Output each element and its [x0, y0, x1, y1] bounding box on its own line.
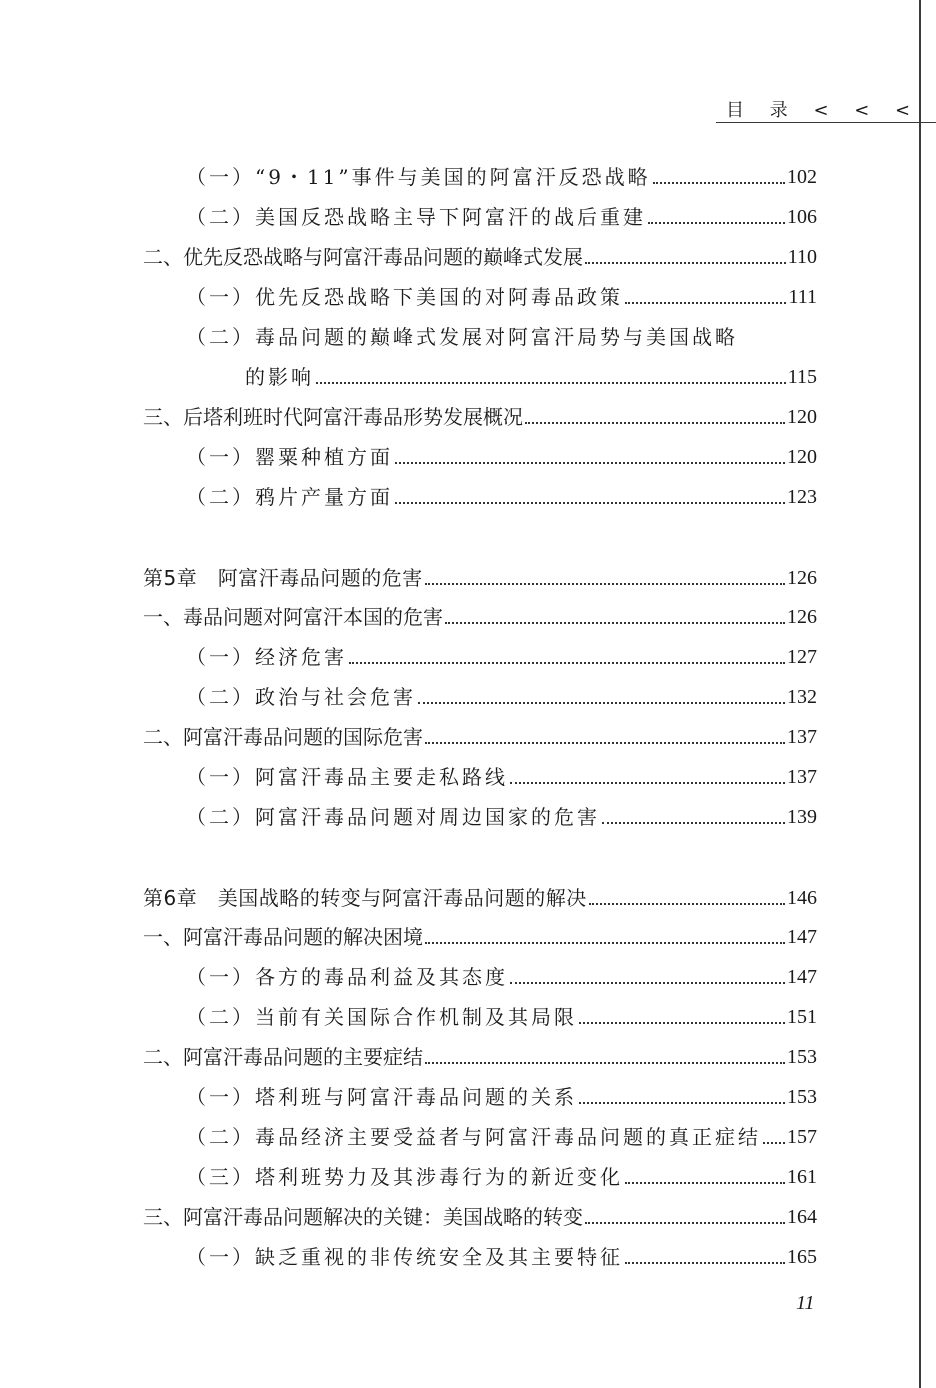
leader-dots: [395, 462, 785, 464]
toc-entry[interactable]: [143, 924, 817, 950]
leader-dots: [625, 1182, 785, 1184]
toc-entry[interactable]: [186, 764, 817, 790]
toc-entry-page: 153: [787, 1046, 817, 1068]
toc-entry-page: 139: [787, 806, 817, 828]
leader-dots: [395, 502, 785, 504]
toc-entry-title: （一）阿富汗毒品主要走私路线: [186, 765, 508, 789]
leader-dots: [425, 742, 785, 744]
toc-entry[interactable]: [186, 964, 817, 990]
toc-entry[interactable]: [143, 1044, 817, 1070]
toc-entry-title: 三、后塔利班时代阿富汗毒品形势发展概况: [143, 405, 523, 429]
leader-dots: [763, 1142, 785, 1144]
toc-entry[interactable]: [143, 244, 817, 270]
toc-entry-page: 147: [787, 926, 817, 948]
toc-entry-title: 二、阿富汗毒品问题的国际危害: [143, 725, 423, 749]
leader-dots: [579, 1022, 785, 1024]
toc-entry-title: （二）当前有关国际合作机制及其局限: [186, 1005, 577, 1029]
toc-entry-page: 126: [787, 606, 817, 628]
toc-entry-title-continuation: 的影响: [245, 365, 314, 389]
chapter-page: 146: [787, 887, 817, 909]
toc-entry-title: （二）阿富汗毒品问题对周边国家的危害: [186, 805, 600, 829]
toc-entry[interactable]: [186, 684, 817, 710]
toc-entry[interactable]: [143, 404, 817, 430]
toc-entry-title-line1[interactable]: （二）毒品问题的巅峰式发展对阿富汗局势与美国战略: [186, 325, 738, 349]
toc-entry[interactable]: [186, 1164, 817, 1190]
leader-dots: [585, 1222, 785, 1224]
toc-entry[interactable]: [186, 1004, 817, 1030]
leader-dots: [602, 822, 785, 824]
chapter-title: 第6章 美国战略的转变与阿富汗毒品问题的解决: [143, 886, 587, 910]
toc-entry-page: 111: [788, 286, 817, 308]
toc-entry[interactable]: [186, 1084, 817, 1110]
toc-entry-title: 二、阿富汗毒品问题的主要症结: [143, 1045, 423, 1069]
toc-entry[interactable]: [245, 364, 817, 390]
toc-entry-page: 165: [787, 1246, 817, 1268]
toc-entry[interactable]: [186, 284, 817, 310]
toc-entry-title: 一、毒品问题对阿富汗本国的危害: [143, 605, 443, 629]
running-header: 目 录 < < <: [726, 100, 921, 121]
leader-dots: [510, 782, 785, 784]
toc-entry[interactable]: [186, 1244, 817, 1270]
toc-entry-title: 一、阿富汗毒品问题的解决困境: [143, 925, 423, 949]
toc-entry-title: （一）罂粟种植方面: [186, 445, 393, 469]
chapter-page: 126: [787, 567, 817, 589]
toc-entry-page: 137: [787, 726, 817, 748]
toc-entry-page: 120: [787, 406, 817, 428]
leader-dots: [653, 182, 785, 184]
toc-entry-title: （二）鸦片产量方面: [186, 485, 393, 509]
toc-entry-title: （一）缺乏重视的非传统安全及其主要特征: [186, 1245, 623, 1269]
chapter-title: 第5章 阿富汗毒品问题的危害: [143, 566, 423, 590]
toc-chapter-entry[interactable]: [143, 885, 817, 911]
toc-entry[interactable]: [143, 1204, 817, 1230]
toc-entry-title: 三、阿富汗毒品问题解决的关键：美国战略的转变: [143, 1205, 583, 1229]
toc-entry-page: 115: [787, 366, 817, 388]
toc-entry-page: 157: [787, 1126, 817, 1148]
leader-dots: [425, 583, 785, 585]
toc-entry-page: 147: [787, 966, 817, 988]
toc-entry[interactable]: [186, 164, 817, 190]
toc-entry-page: 153: [787, 1086, 817, 1108]
toc-chapter-entry[interactable]: [143, 565, 817, 591]
toc-entry-title: 二、优先反恐战略与阿富汗毒品问题的巅峰式发展: [143, 245, 583, 269]
leader-dots: [445, 622, 785, 624]
toc-entry-page: 110: [787, 246, 817, 268]
toc-entry-page: 102: [787, 166, 817, 188]
toc-entry[interactable]: [143, 604, 817, 630]
toc-entry[interactable]: [186, 644, 817, 670]
leader-dots: [425, 1062, 785, 1064]
leader-dots: [525, 422, 785, 424]
toc-entry[interactable]: [186, 804, 817, 830]
toc-entry-page: 120: [787, 446, 817, 468]
toc-entry-page: 127: [787, 646, 817, 668]
toc-entry-title: （三）塔利班势力及其涉毒行为的新近变化: [186, 1165, 623, 1189]
leader-dots: [648, 222, 785, 224]
toc-entry-title: （二）毒品经济主要受益者与阿富汗毒品问题的真正症结: [186, 1125, 761, 1149]
toc-entry[interactable]: [186, 204, 817, 230]
toc-entry-title: （二）美国反恐战略主导下阿富汗的战后重建: [186, 205, 646, 229]
leader-dots: [625, 1262, 785, 1264]
toc-entry-page: 123: [787, 486, 817, 508]
leader-dots: [349, 662, 785, 664]
leader-dots: [425, 942, 785, 944]
leader-dots: [625, 302, 786, 304]
toc-entry-page: 151: [787, 1006, 817, 1028]
toc-entry-page: 106: [787, 206, 817, 228]
toc-entry-title: （一）各方的毒品利益及其态度: [186, 965, 508, 989]
toc-entry[interactable]: [186, 444, 817, 470]
toc-entry[interactable]: [143, 724, 817, 750]
toc-entry-title: （一）优先反恐战略下美国的对阿毒品政策: [186, 285, 623, 309]
toc-entry-page: 164: [787, 1206, 817, 1228]
leader-dots: [316, 382, 786, 384]
leader-dots: [418, 702, 785, 704]
leader-dots: [510, 982, 785, 984]
toc-entry-page: 161: [787, 1166, 817, 1188]
leader-dots: [579, 1102, 785, 1104]
leader-dots: [585, 262, 786, 264]
toc-entry-title: （一）经济危害: [186, 645, 347, 669]
toc-entry-page: 137: [787, 766, 817, 788]
toc-entry-title: （一）“9・11”事件与美国的阿富汗反恐战略: [186, 165, 651, 189]
toc-entry[interactable]: [186, 1124, 817, 1150]
toc-entry-title: （二）政治与社会危害: [186, 685, 416, 709]
page-number: 11: [796, 1292, 815, 1314]
leader-dots: [589, 903, 785, 905]
toc-entry-page: 132: [787, 686, 817, 708]
toc-entry-title: （一）塔利班与阿富汗毒品问题的关系: [186, 1085, 577, 1109]
toc-entry[interactable]: [186, 484, 817, 510]
